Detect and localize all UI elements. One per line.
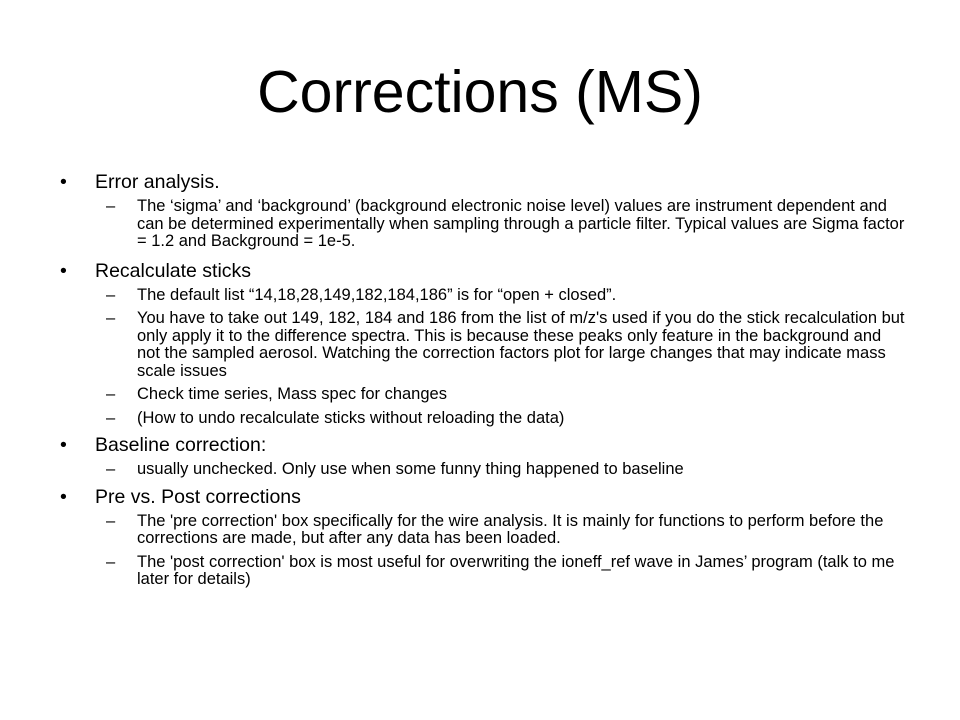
sub-item [58, 310, 908, 380]
sub-item [58, 386, 908, 404]
bullet-icon: • [60, 171, 67, 193]
dash-icon: – [106, 385, 116, 403]
bullet-text: Error analysis. [95, 171, 220, 193]
sub-list [58, 198, 908, 251]
sub-item-text: The 'post correction' box is most useful for overwriting the ioneff_ref wave in James’ program (talk to me later for details) [137, 552, 895, 588]
sub-list [58, 287, 908, 428]
sub-item [58, 287, 908, 305]
sub-item-text: The ‘sigma’ and ‘background’ (background electronic noise level) values are instrument dependent and can be determined experimentally when sampling through a particle filter. Typical values are Sigma factor = 1.2 and Background = 1e-5. [137, 197, 905, 250]
dash-icon: – [106, 511, 116, 530]
sub-item-text: The 'pre correction' box specifically for the wire analysis. It is mainly for functions to perform before the corrections are made, but after any data has been loaded. [137, 511, 884, 547]
sub-item [58, 198, 908, 251]
slide-title: Corrections (MS) [257, 59, 703, 125]
slide-content [58, 170, 908, 595]
sub-list [58, 513, 908, 589]
sub-item [58, 513, 908, 548]
sub-item [58, 461, 908, 479]
sub-item-text: You have to take out 149, 182, 184 and 186 from the list of m/z's used if you do the stick recalculation but only apply it to the difference spectra. This is because these peaks only feature in the background and not the sampled aerosol. Watching the correction factors plot for large changes that may indicate mass scale issues [137, 309, 905, 380]
section-pre-post-corrections [58, 485, 908, 589]
section-error-analysis [58, 170, 908, 251]
sub-item-text: The default list “14,18,28,149,182,184,186” is for “open + closed”. [137, 285, 617, 304]
bullet-icon: • [60, 434, 67, 456]
bullet-text: Recalculate sticks [95, 259, 252, 282]
sub-list [58, 461, 908, 479]
bullet-icon: • [60, 259, 67, 282]
dash-icon: – [106, 552, 116, 571]
section-baseline-correction [58, 433, 908, 479]
sub-item-text: Check time series, Mass spec for changes [137, 385, 447, 403]
sub-item-text: (How to undo recalculate sticks without reloading the data) [137, 408, 565, 427]
dash-icon: – [106, 460, 116, 478]
dash-icon: – [106, 197, 116, 215]
sub-item-text: usually unchecked. Only use when some funny thing happened to baseline [137, 460, 684, 478]
bullet-heading [58, 259, 908, 283]
bullet-heading [58, 433, 908, 457]
dash-icon: – [106, 309, 116, 327]
dash-icon: – [106, 408, 116, 427]
sub-item [58, 554, 908, 589]
bullet-icon: • [60, 485, 67, 508]
bullet-text: Baseline correction: [95, 434, 267, 456]
dash-icon: – [106, 285, 116, 304]
bullet-text: Pre vs. Post corrections [95, 485, 301, 508]
bullet-heading [58, 485, 908, 509]
section-recalculate-sticks [58, 259, 908, 428]
bullet-heading [58, 170, 908, 194]
sub-item [58, 410, 908, 428]
